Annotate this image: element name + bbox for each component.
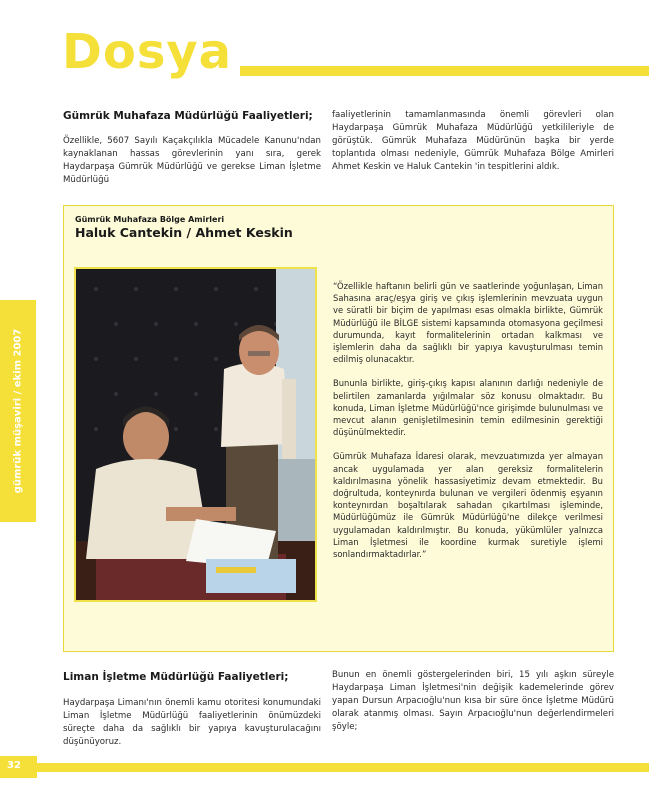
quote-paragraph: “Özellikle haftanın belirli gün ve saatlerinde yoğunlaşan, Liman Sahasına araç/eşya giriş ve çıkış işlemlerinin mevzuata uygun ve süratli bir biçim de yapılması esas olmakla birlikte, Gümrük Müdürlüğü ile BİLGE sistemi kapsamında otomasyona geçilmesi durumunda, kayıt formalitelerinin ortadan kalkması ve işlemlerin daha da sağlıklı bir yapıya kavuşturulması temin edilmiş olunacaktır.: [333, 281, 603, 365]
section2-right-column: Bunun en önemli göstergelerinden biri, 15 yılı aşkın süreyle Haydarpaşa Liman İşletmesi'nin değişik kademelerinde görev yapan Dursun Arpacıoğlu'nun kısa bir süre önce İşletme Müdürü olarak atanmış olması. Sayın Arpacıoğlu'nun değerlendirmeleri şöyle;: [332, 670, 614, 732]
section2-left-column: Haydarpaşa Limanı'nın önemli kamu otoritesi konumundaki Liman İşletme Müdürlüğü faaliyetlerinin önümüzdeki süreçte daha da sağlıklı bir yapıya kavuşturulacağını düşünüyoruz.: [63, 698, 321, 747]
section1-right-column: faaliyetlerinin tamamlanmasında önemli görevleri olan Haydarpaşa Gümrük Muhafaza Müdürlüğü yetkilileriyle de görüştük. Gümrük Muhafaza Müdürünün başka bir yerde toplantıda olması nedeniyle, Gümrük Muhafaza Bölge Amirleri Ahmet Keskin ve Haluk Cantekin 'in tespitlerini aldık.: [332, 110, 614, 172]
interview-quote: [333, 280, 603, 572]
section1-left-column: Özellikle, 5607 Sayılı Kaçakçılıkla Mücadele Kanunu'ndan kaynaklanan hassas görevlerinin yanı sıra, gerek Haydarpaşa Gümrük Müdürlüğü ve gerekse Liman İşletme Müdürlüğü: [63, 136, 321, 185]
interview-photo: [74, 267, 317, 602]
footer-rule: [37, 763, 649, 772]
side-tab-label: gümrük müşaviri / ekim 2007: [12, 328, 24, 494]
section1-heading: Gümrük Muhafaza Müdürlüğü Faaliyetleri;: [63, 110, 313, 122]
interview-names: Haluk Cantekin / Ahmet Keskin: [75, 225, 293, 240]
interview-subtitle: Gümrük Muhafaza Bölge Amirleri: [75, 215, 225, 224]
quote-paragraph: Gümrük Muhafaza İdaresi olarak, mevzuatımızda yer almayan ancak uygulamada yer alan gereksiz formalitelerin kaldırılmasına yönelik hassasiyetimiz devam etmektedir. Bu doğrultuda, konteynırda bulunan ve vergileri ödenmiş eşyanın konteynırdan boşaltılarak sahadan çıkartılması işleminde, Müdürlüğümüz ile Gümrük Müdürlüğü'ne dilekçe verilmesi uygulamadan kaldırılmıştır. Bu konuda, yükümlüler yalnızca Liman İşletmesi ile koordine kurmak suretiyle işlemi sonlandırmaktadırlar.”: [333, 451, 603, 560]
header-rule: [240, 66, 649, 76]
section-title: Dosya: [62, 24, 233, 80]
section2-heading: Liman İşletme Müdürlüğü Faaliyetleri;: [63, 671, 289, 683]
page-number: 32: [7, 760, 21, 771]
quote-paragraph: Bununla birlikte, giriş-çıkış kapısı alanının darlığı nedeniyle de belirtilen zamanlarda yığılmalar söz konusu olmaktadır. Bu konuda, Liman İşletme Müdürlüğü'nce girişimde bulunulması ve mevcut alanın genişletilmesinin temin edilmesinin gerektiği düşünülmektedir.: [333, 378, 603, 438]
